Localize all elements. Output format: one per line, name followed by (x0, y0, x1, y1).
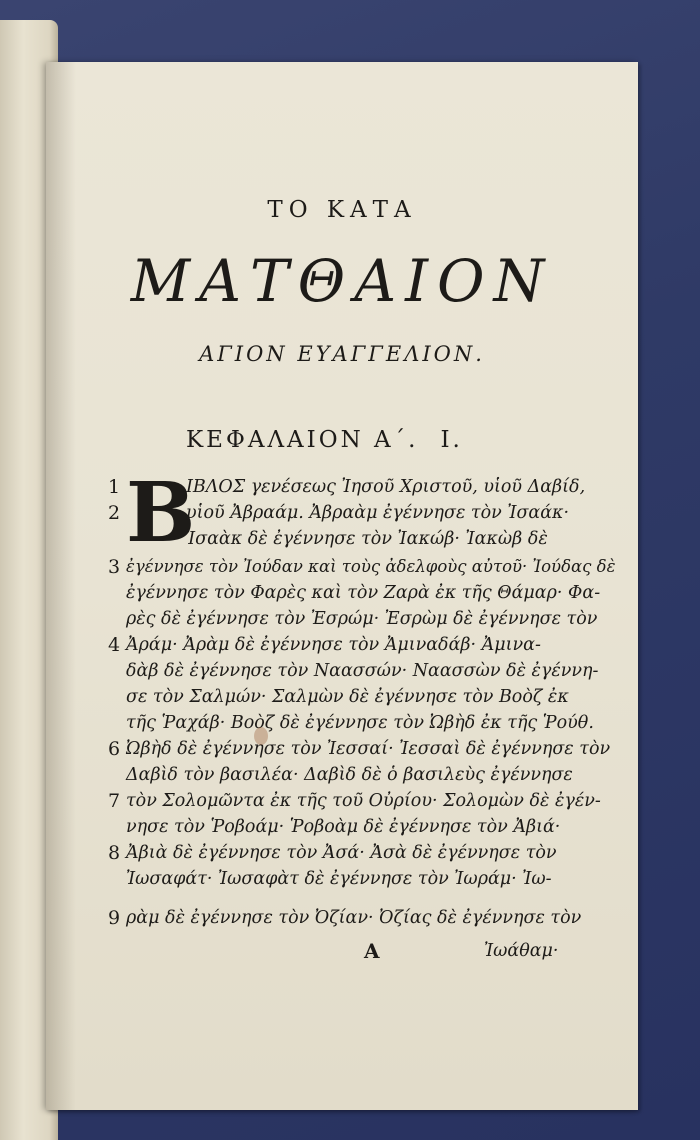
verse-number: 2 (108, 502, 121, 524)
text-line: ἐγέννησε τὸν Ἰούδαν καὶ τοὺς ἀδελφοὺς αὐτοῦ· Ἰούδας δὲ (126, 557, 616, 576)
text-line: Ἰσαὰκ δὲ ἐγέννησε τὸν Ἰακώβ· Ἰακὼβ δὲ (186, 529, 548, 549)
text-line: Δαβὶδ τὸν βασιλέα· Δαβὶδ δὲ ὁ βασιλεὺς ἐγέννησε (126, 765, 573, 785)
text-line: Ἰωσαφάτ· Ἰωσαφὰτ δὲ ἐγέννησε τὸν Ἰωράμ· Ἰω- (126, 869, 552, 889)
text-line: Ἀβιὰ δὲ ἐγέννησε τὸν Ἀσά· Ἀσὰ δὲ ἐγέννησε τὸν (126, 843, 557, 863)
text-line: ρὰμ δὲ ἐγέννησε τὸν Ὀζίαν· Ὀζίας δὲ ἐγέννησε τὸν (126, 908, 582, 928)
chapter-number: Ι. (440, 427, 463, 453)
text-line: τῆς Ῥαχάβ· Βοὸζ δὲ ἐγέννησε τὸν Ὠβὴδ ἐκ τῆς Ῥούθ. (126, 713, 594, 733)
text-line: ΙΒΛΟΣ γενέσεως Ἰησοῦ Χριστοῦ, υἱοῦ Δαβίδ, (186, 477, 586, 497)
title-main: ΜΑΤΘΑΙΟΝ (130, 247, 554, 315)
text-line: ἐγέννησε τὸν Φαρὲς καὶ τὸν Ζαρὰ ἐκ τῆς Θάμαρ· Φα- (126, 583, 601, 603)
title-subtitle: ΑΓΙΟΝ ΕΥΑΓΓΕΛΙΟΝ. (199, 342, 485, 366)
text-line: σε τὸν Σαλμών· Σαλμὼν δὲ ἐγέννησε τὸν Βοὸζ ἐκ (126, 687, 569, 707)
text-line: Ὠβὴδ δὲ ἐγέννησε τὸν Ἰεσσαί· Ἰεσσαὶ δὲ ἐγέννησε τὸν (126, 739, 611, 759)
text-line: Ἀράμ· Ἀρὰμ δὲ ἐγέννησε τὸν Ἀμιναδάβ· Ἀμινα- (126, 635, 541, 655)
text-line: ρὲς δὲ ἐγέννησε τὸν Ἐσρώμ· Ἐσρὼμ δὲ ἐγέννησε τὸν (126, 609, 598, 629)
paper-stain (254, 727, 268, 745)
book-page (46, 62, 638, 1110)
verse-number: 7 (108, 790, 121, 812)
chapter-heading (186, 427, 463, 453)
verse-number: 8 (108, 842, 121, 864)
text-line: τὸν Σολομῶντα ἐκ τῆς τοῦ Οὐρίου· Σολομὼν δὲ ἐγέν- (126, 791, 601, 811)
verse-number: 1 (108, 476, 121, 498)
text-line: νησε τὸν Ῥοβοάμ· Ῥοβοὰμ δὲ ἐγέννησε τὸν Ἀβιά· (126, 817, 561, 837)
drop-cap-letter: B (126, 465, 196, 561)
title-small: ΤΟ ΚΑΤΑ (267, 197, 417, 223)
verse-number: 4 (108, 634, 121, 656)
text-line: υἱοῦ Ἀβραάμ. Ἀβραὰμ ἐγέννησε τὸν Ἰσαάκ· (186, 503, 570, 523)
text-line: δὰβ δὲ ἐγέννησε τὸν Ναασσών· Ναασσὼν δὲ ἐγέννη- (126, 661, 599, 681)
catchword: Ἰωάθαμ· (484, 941, 559, 961)
verse-number: 6 (108, 738, 121, 760)
verse-number: 9 (108, 907, 121, 929)
verse-number: 3 (108, 556, 121, 578)
chapter-label: ΚΕΦΑΛΑΙΟΝ Α΄. (186, 427, 419, 453)
signature-mark: A (364, 939, 380, 963)
